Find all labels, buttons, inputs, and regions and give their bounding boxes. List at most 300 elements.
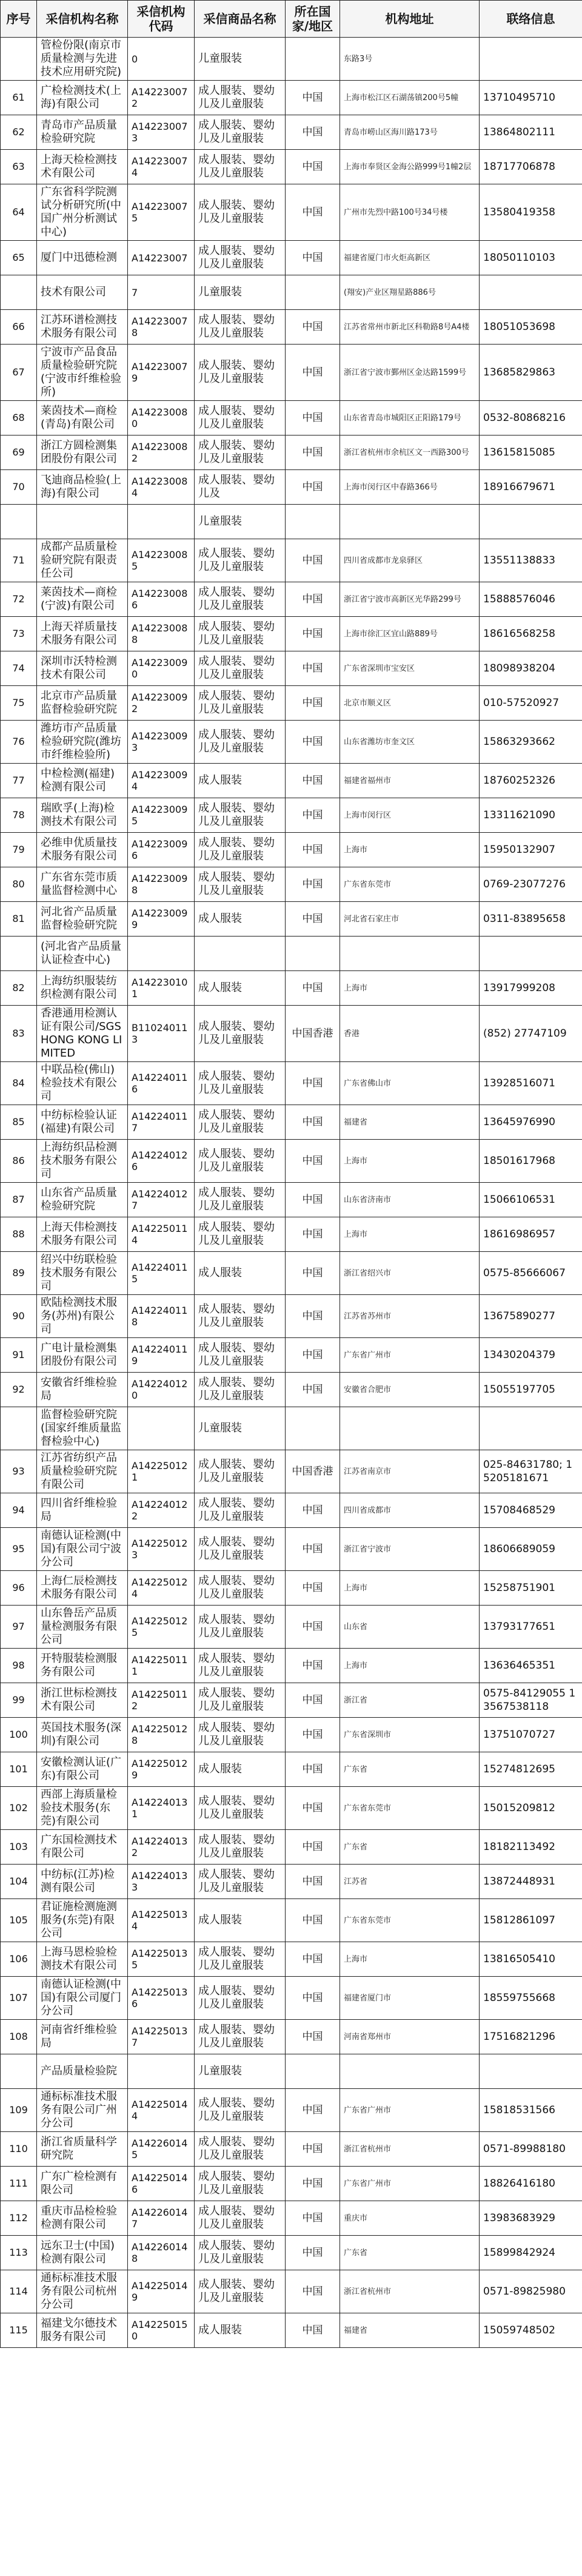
institution-code: A142230099 [128, 902, 195, 937]
row-index: 107 [1, 1977, 37, 2020]
country-region: 中国 [286, 2236, 340, 2270]
contact-info [480, 1407, 582, 1450]
contact-info: 0571-89988180 [480, 2132, 582, 2167]
institution-code: A142240120 [128, 1373, 195, 1407]
table-row [1, 2167, 582, 2201]
institution-name: 潍坊市产品质量检验研究院(潍坊市纤维检验所) [37, 721, 128, 764]
row-index: 98 [1, 1649, 37, 1683]
table-row [1, 1407, 582, 1450]
country-region: 中国 [286, 1787, 340, 1830]
table-row [1, 115, 582, 150]
country-region: 中国 [286, 2132, 340, 2167]
table-row [1, 1571, 582, 1606]
row-index: 93 [1, 1450, 37, 1493]
country-region: 中国 [286, 2270, 340, 2313]
country-region: 中国 [286, 184, 340, 241]
contact-info: 0571-89825980 [480, 2270, 582, 2313]
table-row [1, 1977, 582, 2020]
header-address: 机构地址 [340, 1, 480, 38]
institution-address: 浙江省绍兴市 [340, 1252, 480, 1295]
institution-code: A142260147 [128, 2201, 195, 2236]
institution-code: A142240131 [128, 1787, 195, 1830]
contact-info: 13430204379 [480, 1338, 582, 1373]
table-row [1, 1338, 582, 1373]
institution-code: A142230085 [128, 539, 195, 582]
header-institution-name: 采信机构名称 [37, 1, 128, 38]
institution-code [128, 2054, 195, 2089]
contact-info: 15899842924 [480, 2236, 582, 2270]
table-row [1, 1787, 582, 1830]
institution-address: 上海市徐汇区宜山路889号 [340, 617, 480, 651]
institution-address [340, 505, 480, 539]
contact-info: 18826416180 [480, 2167, 582, 2201]
institution-code: A142240117 [128, 1105, 195, 1140]
row-index: 100 [1, 1718, 37, 1752]
institution-address: 上海市 [340, 1140, 480, 1183]
country-region: 中国香港 [286, 1450, 340, 1493]
contact-info: 18050110103 [480, 241, 582, 275]
institution-address: 北京市顺义区 [340, 686, 480, 721]
country-region: 中国 [286, 1528, 340, 1571]
goods-name: 成人服装、婴幼儿及儿童服装 [195, 1062, 286, 1105]
institution-address: 重庆市 [340, 2201, 480, 2236]
institution-code: A142230078 [128, 310, 195, 345]
country-region: 中国 [286, 2313, 340, 2348]
contact-info: 0311-83895658 [480, 902, 582, 937]
table-row [1, 401, 582, 435]
country-region: 中国 [286, 1571, 340, 1606]
table-row [1, 539, 582, 582]
institution-name: 江苏环谱检测技术服务有限公司 [37, 310, 128, 345]
institution-name: 河南省纤维检验局 [37, 2020, 128, 2054]
contact-info: 18616568258 [480, 617, 582, 651]
country-region: 中国 [286, 1105, 340, 1140]
table-row [1, 1252, 582, 1295]
row-index: 87 [1, 1183, 37, 1217]
contact-info: 13864802111 [480, 115, 582, 150]
country-region [286, 275, 340, 310]
institution-address: 浙江省 [340, 1683, 480, 1718]
table-row [1, 184, 582, 241]
row-index: 113 [1, 2236, 37, 2270]
table-row [1, 275, 582, 310]
goods-name: 成人服装、婴幼儿及儿童服装 [195, 1977, 286, 2020]
contact-info: 18760252326 [480, 764, 582, 798]
country-region: 中国 [286, 2167, 340, 2201]
country-region: 中国 [286, 764, 340, 798]
contact-info: 13793177651 [480, 1606, 582, 1649]
institution-code: A142230093 [128, 721, 195, 764]
goods-name: 成人服装、婴幼儿及儿童服装 [195, 1493, 286, 1528]
goods-name: 儿童服装 [195, 505, 286, 539]
row-index: 109 [1, 2089, 37, 2132]
institution-address: 广东省东莞市 [340, 867, 480, 902]
country-region: 中国 [286, 539, 340, 582]
contact-info: 15708468529 [480, 1493, 582, 1528]
table-row [1, 2089, 582, 2132]
row-index: 61 [1, 81, 37, 115]
institution-address: 浙江省宁波市 [340, 1528, 480, 1571]
row-index [1, 38, 37, 81]
goods-name: 成人服装 [195, 1899, 286, 1942]
country-region: 中国 [286, 401, 340, 435]
contact-info: 18616986957 [480, 1217, 582, 1252]
institution-name: 重庆市品检检验检测有限公司 [37, 2201, 128, 2236]
country-region: 中国 [286, 310, 340, 345]
table-row [1, 867, 582, 902]
contact-info: 13580419358 [480, 184, 582, 241]
institution-address [340, 1407, 480, 1450]
country-region: 中国 [286, 1865, 340, 1899]
goods-name: 成人服装、婴幼儿及儿童服装 [195, 2132, 286, 2167]
institution-code: A142230088 [128, 617, 195, 651]
institution-address: 安徽省合肥市 [340, 1373, 480, 1407]
goods-name: 成人服装、婴幼儿及儿童服装 [195, 310, 286, 345]
institution-code: A142240116 [128, 1062, 195, 1105]
goods-name: 成人服装、婴幼儿及儿童服装 [195, 1217, 286, 1252]
institution-address: 浙江省杭州市余杭区文一西路300号 [340, 435, 480, 470]
institution-code: A142250146 [128, 2167, 195, 2201]
institution-address: 广东省 [340, 1830, 480, 1865]
goods-name: 成人服装、婴幼儿及儿童服装 [195, 798, 286, 833]
institution-address [340, 937, 480, 971]
header-contact: 联络信息 [480, 1, 582, 38]
goods-name: 成人服装、婴幼儿及儿童服装 [195, 1105, 286, 1140]
institution-code: A142250128 [128, 1718, 195, 1752]
table-row [1, 1295, 582, 1338]
row-index: 115 [1, 2313, 37, 2348]
table-row [1, 1493, 582, 1528]
institution-address: 上海市奉贤区金海公路999号1幢2层 [340, 150, 480, 184]
institution-name: 上海马恩检验检测技术有限公司 [37, 1942, 128, 1977]
institution-code: A142250137 [128, 2020, 195, 2054]
table-row [1, 937, 582, 971]
country-region: 中国 [286, 1295, 340, 1338]
institution-address: 广东省广州市 [340, 2089, 480, 2132]
table-row [1, 721, 582, 764]
institution-name: 通标标准技术服务有限公司杭州分公司 [37, 2270, 128, 2313]
country-region: 中国 [286, 686, 340, 721]
institution-address: 山东省济南市 [340, 1183, 480, 1217]
contact-info: 025-84631780; 15205181671 [480, 1450, 582, 1493]
goods-name: 成人服装、婴幼儿及儿童服装 [195, 833, 286, 867]
institution-name: 中检检测(福建)检测有限公司 [37, 764, 128, 798]
row-index: 110 [1, 2132, 37, 2167]
institution-code: A142230098 [128, 867, 195, 902]
contact-info: 13615815085 [480, 435, 582, 470]
institution-code: A142250136 [128, 1977, 195, 2020]
header-country-region: 所在国家/地区 [286, 1, 340, 38]
row-index: 90 [1, 1295, 37, 1338]
goods-name: 成人服装、婴幼儿及儿童服装 [195, 2201, 286, 2236]
institution-code: A142250125 [128, 1606, 195, 1649]
goods-name: 成人服装、婴幼儿及儿童服装 [195, 150, 286, 184]
row-index [1, 937, 37, 971]
institution-name: (河北省产品质量认证检查中心) [37, 937, 128, 971]
contact-info: 18182113492 [480, 1830, 582, 1865]
institution-name: 上海天祥质量技术服务有限公司 [37, 617, 128, 651]
row-index: 79 [1, 833, 37, 867]
row-index: 97 [1, 1606, 37, 1649]
row-index: 89 [1, 1252, 37, 1295]
contact-info [480, 275, 582, 310]
table-row [1, 582, 582, 617]
row-index: 74 [1, 651, 37, 686]
institution-code: A142240115 [128, 1252, 195, 1295]
row-index: 111 [1, 2167, 37, 2201]
country-region: 中国 [286, 470, 340, 505]
goods-name: 成人服装 [195, 2313, 286, 2348]
country-region: 中国 [286, 721, 340, 764]
institution-code: A142250123 [128, 1528, 195, 1571]
institution-name: 上海天伟检测技术服务有限公司 [37, 1217, 128, 1252]
table-row [1, 1683, 582, 1718]
institution-name: 广东省科学院测试分析研究所(中国广州分析测试中心) [37, 184, 128, 241]
contact-info: (852) 27747109 [480, 1006, 582, 1062]
goods-name: 成人服装 [195, 902, 286, 937]
institution-code: A142230090 [128, 651, 195, 686]
table-row [1, 617, 582, 651]
goods-name: 成人服装、婴幼儿及儿童服装 [195, 582, 286, 617]
institution-name: 广东省东莞市质量监督检测中心 [37, 867, 128, 902]
institution-address: 福建省厦门市火炬高新区 [340, 241, 480, 275]
country-region: 中国 [286, 1683, 340, 1718]
row-index: 92 [1, 1373, 37, 1407]
institution-address: 广东省深圳市宝安区 [340, 651, 480, 686]
institution-code: A142230101 [128, 971, 195, 1006]
contact-info: 15258751901 [480, 1571, 582, 1606]
goods-name: 成人服装、婴幼儿及儿童服装 [195, 539, 286, 582]
institution-address: 福建省 [340, 2313, 480, 2348]
goods-name: 成人服装、婴幼儿及儿童服装 [195, 401, 286, 435]
row-index: 96 [1, 1571, 37, 1606]
country-region: 中国香港 [286, 1006, 340, 1062]
country-region: 中国 [286, 1062, 340, 1105]
institution-code [128, 505, 195, 539]
contact-info: 13311621090 [480, 798, 582, 833]
goods-name: 成人服装、婴幼儿及儿童服装 [195, 1649, 286, 1683]
institution-name: 厦门中迅德检测 [37, 241, 128, 275]
institution-address: 山东省 [340, 1606, 480, 1649]
institution-address: 江苏省南京市 [340, 1450, 480, 1493]
institution-name: 上海仁辰检测技术服务有限公司 [37, 1571, 128, 1606]
table-row [1, 1718, 582, 1752]
contact-info: 0532-80868216 [480, 401, 582, 435]
table-row [1, 1830, 582, 1865]
table-row [1, 2313, 582, 2348]
institution-code: A142240132 [128, 1830, 195, 1865]
goods-name: 成人服装、婴幼儿及儿童服装 [195, 1942, 286, 1977]
contact-info: 13636465351 [480, 1649, 582, 1683]
contact-info [480, 505, 582, 539]
table-row [1, 81, 582, 115]
contact-info: 13710495710 [480, 81, 582, 115]
institution-code: A142250149 [128, 2270, 195, 2313]
institution-address: 香港 [340, 1006, 480, 1062]
contact-info: 13816505410 [480, 1942, 582, 1977]
contact-info: 17516821296 [480, 2020, 582, 2054]
row-index: 99 [1, 1683, 37, 1718]
contact-info [480, 38, 582, 81]
institution-code: A142230094 [128, 764, 195, 798]
country-region: 中国 [286, 2089, 340, 2132]
goods-name: 成人服装、婴幼儿及儿童服装 [195, 1865, 286, 1899]
country-region: 中国 [286, 617, 340, 651]
contact-info: 13751070727 [480, 1718, 582, 1752]
contact-info: 13551138833 [480, 539, 582, 582]
institution-code: A142260148 [128, 2236, 195, 2270]
institution-code: A142240133 [128, 1865, 195, 1899]
row-index: 94 [1, 1493, 37, 1528]
table-row [1, 150, 582, 184]
institution-code: A142250111 [128, 1649, 195, 1683]
institution-name: 通标标准技术服务有限公司广州分公司 [37, 2089, 128, 2132]
goods-name: 成人服装、婴幼儿及儿童服装 [195, 1006, 286, 1062]
institution-name: 西部上海质量检验技术服务(东莞)有限公司 [37, 1787, 128, 1830]
institution-name: 远东卫士(中国)检测有限公司 [37, 2236, 128, 2270]
country-region: 中国 [286, 1338, 340, 1373]
contact-info: 15059748502 [480, 2313, 582, 2348]
row-index [1, 275, 37, 310]
contact-info: 13983683929 [480, 2201, 582, 2236]
row-index: 91 [1, 1338, 37, 1373]
table-row [1, 2270, 582, 2313]
institution-name: 成都产品质量检验研究院有限责任公司 [37, 539, 128, 582]
institution-name: 广电计量检测集团股份有限公司 [37, 1338, 128, 1373]
goods-name: 成人服装、婴幼儿及儿童服装 [195, 2236, 286, 2270]
table-row [1, 971, 582, 1006]
institution-name: 中纺标(江苏)检测有限公司 [37, 1865, 128, 1899]
institution-name: 北京市产品质量监督检验研究院 [37, 686, 128, 721]
institution-address: 福建省福州市 [340, 764, 480, 798]
goods-name: 成人服装、婴幼儿及儿童服装 [195, 1683, 286, 1718]
row-index: 95 [1, 1528, 37, 1571]
institution-code: A142240127 [128, 1183, 195, 1217]
country-region: 中国 [286, 345, 340, 401]
institution-address: 东路3号 [340, 38, 480, 81]
contact-info: 15863293662 [480, 721, 582, 764]
contact-info: 13917999208 [480, 971, 582, 1006]
row-index: 82 [1, 971, 37, 1006]
row-index: 69 [1, 435, 37, 470]
row-index: 66 [1, 310, 37, 345]
institution-name: 江苏省纺织产品质量检验研究院有限公司 [37, 1450, 128, 1493]
table-row [1, 1752, 582, 1787]
goods-name: 成人服装、婴幼儿及儿童服装 [195, 1606, 286, 1649]
institution-code: A14223007 [128, 241, 195, 275]
institution-name: 安徽省纤维检验局 [37, 1373, 128, 1407]
row-index: 78 [1, 798, 37, 833]
goods-name: 成人服装 [195, 1252, 286, 1295]
row-index [1, 1407, 37, 1450]
institution-code: A142230080 [128, 401, 195, 435]
row-index: 102 [1, 1787, 37, 1830]
goods-name: 成人服装 [195, 764, 286, 798]
institution-name: 英国技术服务(深圳)有限公司 [37, 1718, 128, 1752]
country-region: 中国 [286, 81, 340, 115]
row-index: 114 [1, 2270, 37, 2313]
institution-code: A142230074 [128, 150, 195, 184]
row-index: 65 [1, 241, 37, 275]
contact-info: 13872448931 [480, 1865, 582, 1899]
country-region: 中国 [286, 1183, 340, 1217]
institution-name: 安徽检测认证(广东)有限公司 [37, 1752, 128, 1787]
contact-info: 0575-84129055 13567538118 [480, 1683, 582, 1718]
row-index: 67 [1, 345, 37, 401]
contact-info: 18098938204 [480, 651, 582, 686]
institution-name: 广东广检检测有限公司 [37, 2167, 128, 2201]
institution-code: A142250112 [128, 1683, 195, 1718]
table-row [1, 2132, 582, 2167]
institution-code: A142230086 [128, 582, 195, 617]
goods-name: 儿童服装 [195, 1407, 286, 1450]
row-index: 108 [1, 2020, 37, 2054]
contact-info: 18559755668 [480, 1977, 582, 2020]
contact-info [480, 937, 582, 971]
goods-name: 成人服装、婴幼儿及儿童服装 [195, 81, 286, 115]
institution-address: 广州市先烈中路100号34号楼 [340, 184, 480, 241]
institution-name: 宁波市产品食品质量检验研究院(宁波市纤维检验所) [37, 345, 128, 401]
table-row [1, 241, 582, 275]
institution-name: 深圳市沃特检测技术有限公司 [37, 651, 128, 686]
country-region: 中国 [286, 1217, 340, 1252]
institution-name: 山东省产品质量检验研究院 [37, 1183, 128, 1217]
institution-address: 福建省 [340, 1105, 480, 1140]
contact-info: 15066106531 [480, 1183, 582, 1217]
table-row [1, 1649, 582, 1683]
header-goods-name: 采信商品名称 [195, 1, 286, 38]
country-region: 中国 [286, 902, 340, 937]
contact-info: 010-57520927 [480, 686, 582, 721]
row-index: 104 [1, 1865, 37, 1899]
goods-name: 成人服装、婴幼儿及儿童服装 [195, 617, 286, 651]
institution-name: 莱茵技术—商检(宁波)有限公司 [37, 582, 128, 617]
row-index: 83 [1, 1006, 37, 1062]
contact-info: 15274812695 [480, 1752, 582, 1787]
country-region: 中国 [286, 435, 340, 470]
institution-address: 上海市 [340, 1942, 480, 1977]
goods-name: 成人服装、婴幼儿及儿童服装 [195, 1528, 286, 1571]
institution-name: 浙江世标检测技术有限公司 [37, 1683, 128, 1718]
institution-code: A142250114 [128, 1217, 195, 1252]
institution-code: A142240119 [128, 1338, 195, 1373]
institution-name: 广东国检测技术有限公司 [37, 1830, 128, 1865]
institution-name: 开特服装检测服务有限公司 [37, 1649, 128, 1683]
country-region: 中国 [286, 2201, 340, 2236]
institution-address: 河北省石家庄市 [340, 902, 480, 937]
institution-code [128, 937, 195, 971]
table-header-row [1, 1, 582, 38]
institution-name: 南德认证检测(中国)有限公司厦门分公司 [37, 1977, 128, 2020]
institution-address: 上海市 [340, 833, 480, 867]
contact-info: 15015209812 [480, 1787, 582, 1830]
table-row [1, 1105, 582, 1140]
contact-info: 0575-85666067 [480, 1252, 582, 1295]
contact-info: 18916679671 [480, 470, 582, 505]
goods-name: 成人服装、婴幼儿及儿童服装 [195, 1295, 286, 1338]
contact-info: 0769-23077276 [480, 867, 582, 902]
institution-code: A142240118 [128, 1295, 195, 1338]
table-row [1, 2020, 582, 2054]
row-index [1, 2054, 37, 2089]
goods-name: 成人服装、婴幼儿及儿童服装 [195, 1373, 286, 1407]
institution-address: 山东省潍坊市奎文区 [340, 721, 480, 764]
institution-address: 四川省成都市 [340, 1493, 480, 1528]
table-row [1, 651, 582, 686]
institution-address: 广东省深圳市 [340, 1718, 480, 1752]
header-institution-code: 采信机构代码 [128, 1, 195, 38]
table-row [1, 1183, 582, 1217]
